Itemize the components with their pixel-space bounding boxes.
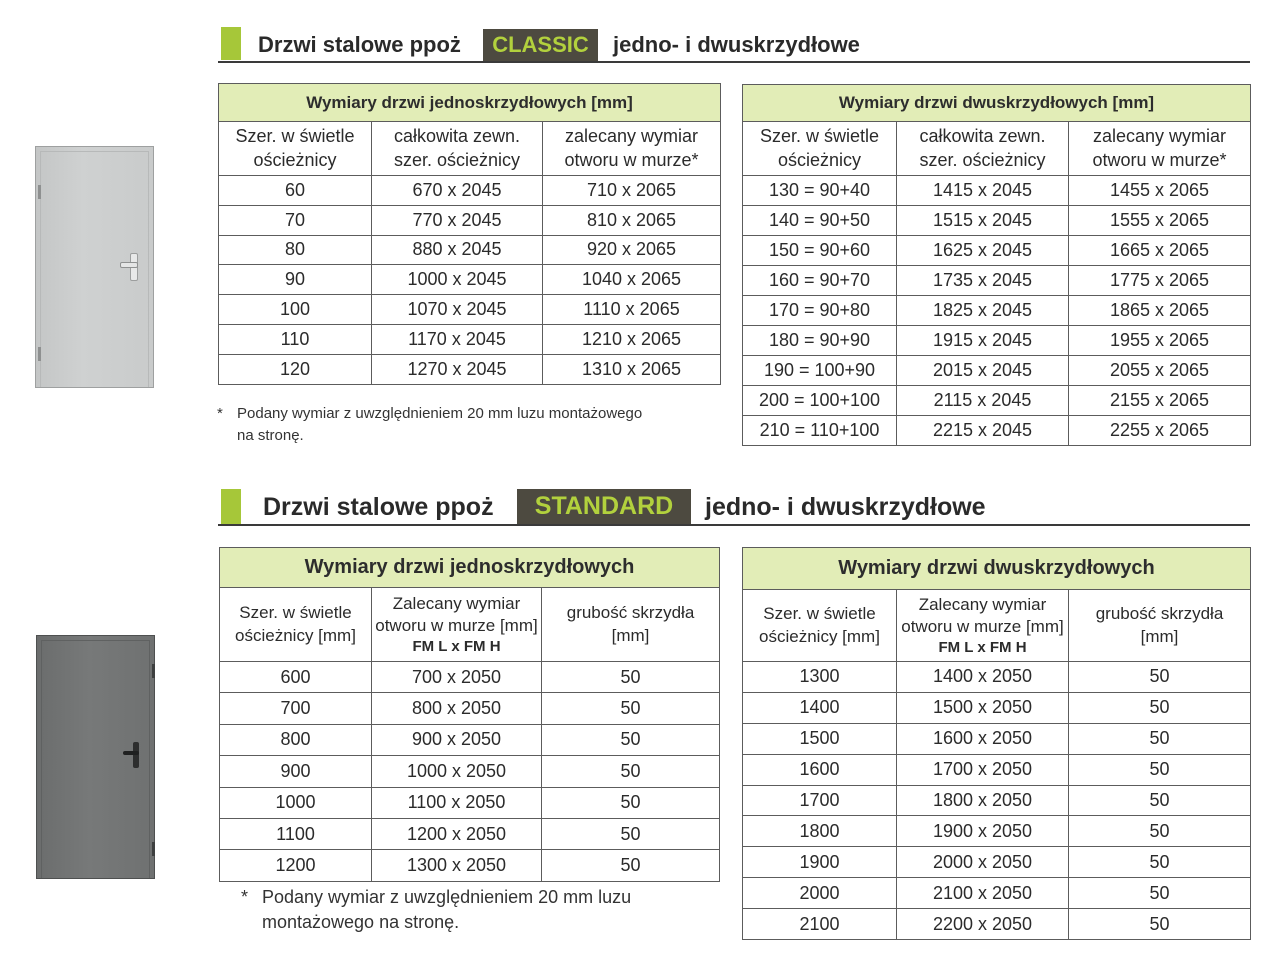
table-cell: 710 x 2065 bbox=[543, 176, 721, 206]
column-header-line: całkowita zewn. bbox=[393, 126, 521, 147]
table-cell: 60 bbox=[219, 176, 372, 206]
table-cell: 900 bbox=[220, 756, 372, 787]
table-row bbox=[743, 878, 1251, 909]
table-row bbox=[743, 266, 1251, 296]
table-row bbox=[220, 756, 720, 787]
column-header-line: całkowita zewn. bbox=[919, 126, 1046, 147]
table-cell: 900 x 2050 bbox=[372, 724, 542, 755]
column-header-line: szer. ościeżnicy bbox=[919, 149, 1046, 170]
column-header bbox=[1069, 590, 1251, 662]
column-header bbox=[897, 122, 1069, 176]
table-cell: 1825 x 2045 bbox=[897, 296, 1069, 326]
column-header bbox=[220, 588, 372, 662]
standard-title-right: jedno- i dwuskrzydłowe bbox=[705, 493, 986, 521]
footnote-line-2: na stronę. bbox=[237, 427, 304, 444]
table-cell: 50 bbox=[542, 662, 720, 693]
table-row bbox=[743, 662, 1251, 693]
table-cell: 1110 x 2065 bbox=[543, 295, 721, 325]
table-cell: 2200 x 2050 bbox=[897, 909, 1069, 940]
table-cell: 810 x 2065 bbox=[543, 205, 721, 235]
table-row bbox=[743, 909, 1251, 940]
standard-header-rule bbox=[218, 524, 1250, 526]
table-cell: 2100 bbox=[743, 909, 897, 940]
table-row bbox=[219, 265, 721, 295]
table-cell: 1625 x 2045 bbox=[897, 236, 1069, 266]
column-header-line: szer. ościeżnicy bbox=[393, 149, 521, 170]
table-title: Wymiary drzwi jednoskrzydłowych [mm] bbox=[219, 84, 721, 122]
table-cell: 1515 x 2045 bbox=[897, 206, 1069, 236]
column-header-line: [mm] bbox=[1140, 626, 1179, 646]
table-row bbox=[219, 235, 721, 265]
footnote-line-1: Podany wymiar z uwzględnieniem 20 mm luzu montażowego bbox=[237, 405, 643, 422]
table-row bbox=[220, 662, 720, 693]
table-cell: 80 bbox=[219, 235, 372, 265]
table-row bbox=[743, 356, 1251, 386]
table-cell: 100 bbox=[219, 295, 372, 325]
classic-title-right: jedno- i dwuskrzydłowe bbox=[613, 32, 860, 57]
table-cell: 50 bbox=[1069, 754, 1251, 785]
table-cell: 700 bbox=[220, 693, 372, 724]
footnote-asterisk: * bbox=[241, 887, 249, 907]
table-cell: 50 bbox=[542, 756, 720, 787]
table-cell: 50 bbox=[542, 850, 720, 881]
table-row bbox=[743, 847, 1251, 878]
table-cell: 50 bbox=[542, 818, 720, 849]
standard-badge: STANDARD bbox=[517, 489, 691, 524]
table-header-row bbox=[743, 590, 1251, 662]
table-cell: 1400 bbox=[743, 692, 897, 723]
table-cell: 1500 x 2050 bbox=[897, 692, 1069, 723]
table-cell: 1400 x 2050 bbox=[897, 662, 1069, 693]
classic-single-leaf-table bbox=[218, 83, 721, 385]
classic-badge: CLASSIC bbox=[483, 29, 598, 61]
column-header-line: Szer. w świetle bbox=[763, 604, 876, 624]
classic-door-image bbox=[35, 146, 154, 388]
column-header bbox=[219, 122, 372, 176]
classic-double-leaf-table bbox=[742, 84, 1251, 446]
table-cell: 1310 x 2065 bbox=[543, 354, 721, 384]
table-cell: 1900 bbox=[743, 847, 897, 878]
column-header bbox=[543, 122, 721, 176]
table-cell: 1900 x 2050 bbox=[897, 816, 1069, 847]
table-cell: 1800 x 2050 bbox=[897, 785, 1069, 816]
table-cell: 150 = 90+60 bbox=[743, 236, 897, 266]
table-row bbox=[743, 723, 1251, 754]
table-cell: 800 bbox=[220, 724, 372, 755]
column-header-line: grubość skrzydła bbox=[566, 603, 695, 623]
table-cell: 1300 bbox=[743, 662, 897, 693]
table-cell: 1000 x 2050 bbox=[372, 756, 542, 787]
standard-accent-bar bbox=[221, 489, 241, 524]
table-cell: 1700 x 2050 bbox=[897, 754, 1069, 785]
table-cell: 1170 x 2045 bbox=[372, 324, 543, 354]
table-cell: 200 = 100+100 bbox=[743, 386, 897, 416]
column-header-line: ościeżnicy bbox=[777, 149, 862, 170]
column-header bbox=[1069, 122, 1251, 176]
table-cell: 880 x 2045 bbox=[372, 235, 543, 265]
column-header-line: Szer. w świetle bbox=[235, 126, 355, 147]
table-row bbox=[220, 787, 720, 818]
table-cell: 2155 x 2065 bbox=[1069, 386, 1251, 416]
table-row bbox=[743, 754, 1251, 785]
column-header-line: Zalecany wymiar bbox=[392, 593, 521, 613]
table-cell: 1300 x 2050 bbox=[372, 850, 542, 881]
table-row bbox=[743, 236, 1251, 266]
table-title: Wymiary drzwi dwuskrzydłowych [mm] bbox=[743, 85, 1251, 122]
table-cell: 670 x 2045 bbox=[372, 176, 543, 206]
table-cell: 2255 x 2065 bbox=[1069, 416, 1251, 446]
standard-title-left: Drzwi stalowe ppoż bbox=[263, 493, 494, 521]
table-cell: 90 bbox=[219, 265, 372, 295]
table-cell: 800 x 2050 bbox=[372, 693, 542, 724]
footnote-line-1: Podany wymiar z uwzględnieniem 20 mm luzu bbox=[262, 887, 632, 907]
footnote-line-2: montażowego na stronę. bbox=[262, 912, 460, 932]
table-cell: 70 bbox=[219, 205, 372, 235]
table-title: Wymiary drzwi jednoskrzydłowych bbox=[220, 548, 720, 588]
table-cell: 180 = 90+90 bbox=[743, 326, 897, 356]
table-cell: 50 bbox=[1069, 785, 1251, 816]
column-header-line: [mm] bbox=[611, 625, 650, 645]
table-cell: 1665 x 2065 bbox=[1069, 236, 1251, 266]
table-cell: 1500 bbox=[743, 723, 897, 754]
table-title: Wymiary drzwi dwuskrzydłowych bbox=[743, 548, 1251, 590]
column-header-line: otworu w murze* bbox=[1092, 149, 1227, 170]
table-cell: 50 bbox=[1069, 816, 1251, 847]
table-header-row bbox=[743, 122, 1251, 176]
table-cell: 1100 bbox=[220, 818, 372, 849]
table-cell: 1415 x 2045 bbox=[897, 176, 1069, 206]
table-cell: 1070 x 2045 bbox=[372, 295, 543, 325]
table-cell: 1000 x 2045 bbox=[372, 265, 543, 295]
standard-single-leaf-table bbox=[219, 547, 720, 882]
table-cell: 1700 bbox=[743, 785, 897, 816]
table-cell: 920 x 2065 bbox=[543, 235, 721, 265]
table-cell: 2015 x 2045 bbox=[897, 356, 1069, 386]
table-cell: 1775 x 2065 bbox=[1069, 266, 1251, 296]
table-cell: 50 bbox=[542, 787, 720, 818]
table-row bbox=[220, 724, 720, 755]
table-row bbox=[219, 205, 721, 235]
table-row bbox=[743, 326, 1251, 356]
table-row bbox=[219, 176, 721, 206]
table-cell: 1955 x 2065 bbox=[1069, 326, 1251, 356]
table-cell: 1210 x 2065 bbox=[543, 324, 721, 354]
table-row bbox=[743, 206, 1251, 236]
table-cell: 120 bbox=[219, 354, 372, 384]
table-row bbox=[743, 296, 1251, 326]
table-row bbox=[743, 416, 1251, 446]
table-cell: 1100 x 2050 bbox=[372, 787, 542, 818]
table-cell: 1865 x 2065 bbox=[1069, 296, 1251, 326]
table-cell: 130 = 90+40 bbox=[743, 176, 897, 206]
classic-accent-bar bbox=[221, 27, 241, 60]
table-cell: 110 bbox=[219, 324, 372, 354]
table-cell: 1040 x 2065 bbox=[543, 265, 721, 295]
table-cell: 2100 x 2050 bbox=[897, 878, 1069, 909]
table-cell: 1270 x 2045 bbox=[372, 354, 543, 384]
table-row bbox=[219, 324, 721, 354]
table-cell: 1800 bbox=[743, 816, 897, 847]
table-cell: 50 bbox=[1069, 723, 1251, 754]
column-header-line: Szer. w świetle bbox=[239, 603, 352, 623]
table-cell: 2115 x 2045 bbox=[897, 386, 1069, 416]
column-header-line: Szer. w świetle bbox=[759, 126, 880, 147]
table-cell: 1455 x 2065 bbox=[1069, 176, 1251, 206]
table-row bbox=[220, 818, 720, 849]
table-cell: 600 bbox=[220, 662, 372, 693]
table-cell: 1600 bbox=[743, 754, 897, 785]
table-cell: 770 x 2045 bbox=[372, 205, 543, 235]
table-row bbox=[743, 692, 1251, 723]
column-header-line: otworu w murze [mm] bbox=[375, 615, 538, 635]
standard-double-leaf-table bbox=[742, 547, 1251, 940]
table-cell: 1600 x 2050 bbox=[897, 723, 1069, 754]
table-cell: 2215 x 2045 bbox=[897, 416, 1069, 446]
table-cell: 170 = 90+80 bbox=[743, 296, 897, 326]
column-header bbox=[743, 590, 897, 662]
footnote-asterisk: * bbox=[217, 405, 223, 422]
table-cell: 2000 bbox=[743, 878, 897, 909]
table-cell: 1915 x 2045 bbox=[897, 326, 1069, 356]
table-cell: 1555 x 2065 bbox=[1069, 206, 1251, 236]
table-cell: 50 bbox=[1069, 909, 1251, 940]
table-row bbox=[220, 850, 720, 881]
table-cell: 700 x 2050 bbox=[372, 662, 542, 693]
classic-title-left: Drzwi stalowe ppoż bbox=[258, 32, 461, 57]
column-header bbox=[372, 122, 543, 176]
table-row bbox=[743, 785, 1251, 816]
table-cell: 1200 bbox=[220, 850, 372, 881]
table-row bbox=[743, 816, 1251, 847]
column-header-line: zalecany wymiar bbox=[564, 126, 699, 147]
standard-door-image bbox=[36, 635, 155, 879]
column-header-line: otworu w murze [mm] bbox=[901, 616, 1064, 636]
column-header-line: FM L x FM H bbox=[938, 638, 1027, 656]
table-cell: 50 bbox=[1069, 847, 1251, 878]
table-cell: 2055 x 2065 bbox=[1069, 356, 1251, 386]
table-cell: 50 bbox=[1069, 662, 1251, 693]
table-cell: 50 bbox=[542, 693, 720, 724]
column-header-line: ościeżnicy bbox=[253, 149, 337, 170]
column-header-line: otworu w murze* bbox=[564, 149, 699, 170]
column-header bbox=[897, 590, 1069, 662]
table-cell: 50 bbox=[1069, 878, 1251, 909]
column-header bbox=[743, 122, 897, 176]
table-header-row bbox=[220, 588, 720, 662]
table-cell: 160 = 90+70 bbox=[743, 266, 897, 296]
table-cell: 50 bbox=[1069, 692, 1251, 723]
table-row bbox=[743, 176, 1251, 206]
column-header bbox=[542, 588, 720, 662]
classic-header-rule bbox=[218, 61, 1250, 63]
table-cell: 2000 x 2050 bbox=[897, 847, 1069, 878]
table-row bbox=[220, 693, 720, 724]
column-header-line: zalecany wymiar bbox=[1092, 126, 1227, 147]
column-header-line: ościeżnicy [mm] bbox=[235, 625, 356, 645]
table-cell: 1200 x 2050 bbox=[372, 818, 542, 849]
table-cell: 50 bbox=[542, 724, 720, 755]
table-row bbox=[743, 386, 1251, 416]
table-row bbox=[219, 295, 721, 325]
table-cell: 190 = 100+90 bbox=[743, 356, 897, 386]
table-cell: 1735 x 2045 bbox=[897, 266, 1069, 296]
column-header-line: grubość skrzydła bbox=[1095, 604, 1224, 624]
table-row bbox=[219, 354, 721, 384]
table-cell: 210 = 110+100 bbox=[743, 416, 897, 446]
column-header bbox=[372, 588, 542, 662]
table-header-row bbox=[219, 122, 721, 176]
column-header-line: ościeżnicy [mm] bbox=[759, 626, 880, 646]
table-cell: 1000 bbox=[220, 787, 372, 818]
column-header-line: FM L x FM H bbox=[412, 637, 501, 655]
column-header-line: Zalecany wymiar bbox=[918, 594, 1047, 614]
table-cell: 140 = 90+50 bbox=[743, 206, 897, 236]
